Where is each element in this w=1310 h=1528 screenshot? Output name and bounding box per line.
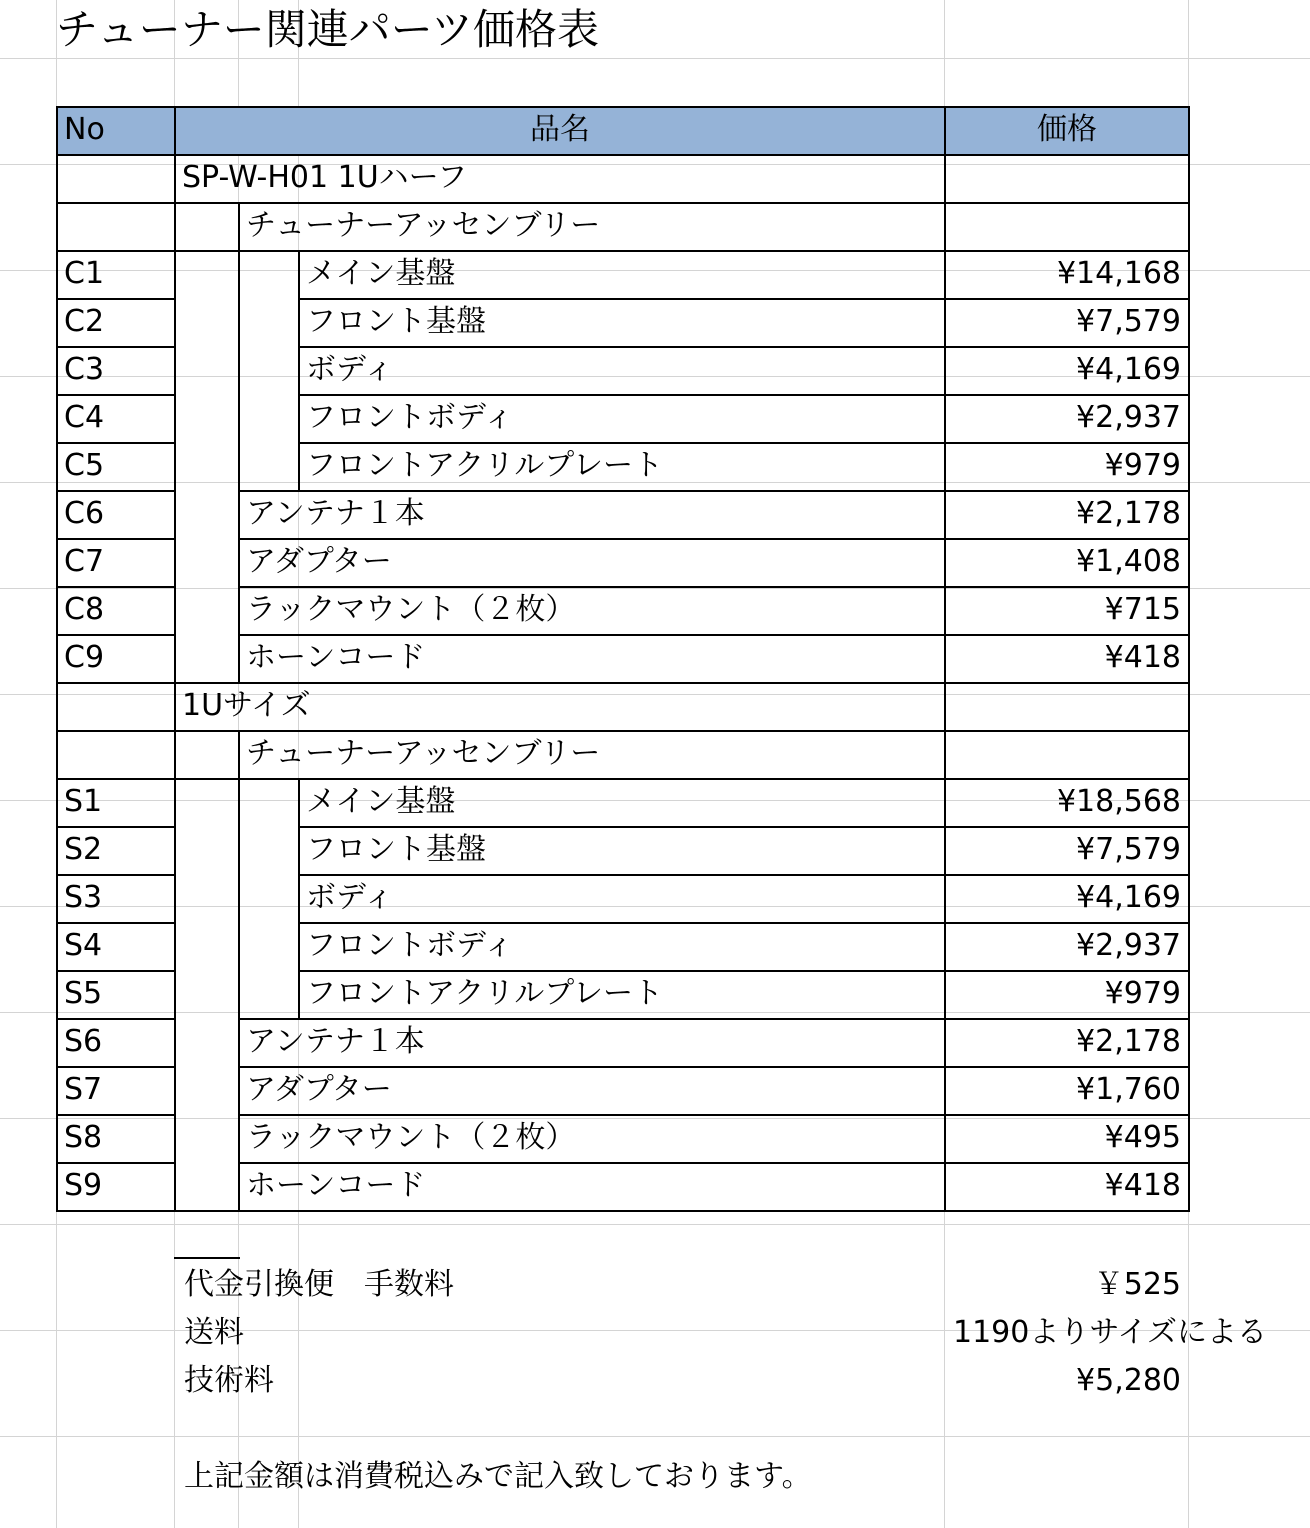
table-border	[56, 250, 1190, 252]
row-no[interactable]: S8	[64, 1120, 103, 1155]
table-border	[56, 586, 176, 588]
table-border	[238, 490, 1190, 492]
shipping-value[interactable]: 1190よりサイズによる	[953, 1315, 1267, 1350]
table-border	[56, 394, 176, 396]
row-name[interactable]: フロントボディ	[306, 928, 514, 963]
row-price[interactable]: ¥4,169	[1076, 880, 1181, 915]
assembly-label[interactable]: チューナーアッセンブリー	[246, 736, 601, 771]
table-border	[298, 298, 1190, 300]
table-border	[1188, 106, 1190, 1212]
technical-fee-value[interactable]: ¥5,280	[1076, 1363, 1181, 1398]
table-border	[56, 202, 1190, 204]
row-no[interactable]: C7	[64, 544, 105, 579]
table-border	[944, 106, 946, 1212]
row-price[interactable]: ¥979	[1104, 448, 1181, 483]
row-no[interactable]: C1	[64, 256, 105, 291]
shipping-label[interactable]: 送料	[184, 1315, 244, 1350]
table-border	[298, 778, 300, 1020]
row-price[interactable]: ¥18,568	[1056, 784, 1181, 819]
row-price[interactable]: ¥2,937	[1076, 400, 1181, 435]
row-name[interactable]: フロント基盤	[306, 304, 486, 339]
row-price[interactable]: ¥2,178	[1076, 496, 1181, 531]
row-price[interactable]: ¥715	[1104, 592, 1181, 627]
table-border	[238, 634, 1190, 636]
table-border	[238, 538, 1190, 540]
row-name[interactable]: フロントアクリルプレート	[306, 976, 663, 1011]
row-no[interactable]: S3	[64, 880, 103, 915]
row-name[interactable]: ボディ	[306, 880, 394, 915]
table-border	[298, 922, 1190, 924]
table-border	[56, 154, 1190, 156]
header-item-name[interactable]: 品名	[175, 107, 945, 155]
row-no[interactable]: S4	[64, 928, 103, 963]
row-no[interactable]: C6	[64, 496, 105, 531]
table-border	[238, 1066, 1190, 1068]
row-price[interactable]: ¥495	[1104, 1120, 1181, 1155]
cod-fee-value[interactable]: ￥525	[1093, 1267, 1181, 1302]
row-name[interactable]: フロントアクリルプレート	[306, 448, 663, 483]
row-name[interactable]: フロント基盤	[306, 832, 486, 867]
table-border	[56, 1066, 176, 1068]
row-name[interactable]: アダプター	[246, 544, 392, 579]
row-no[interactable]: S5	[64, 976, 103, 1011]
table-border	[298, 250, 300, 492]
row-price[interactable]: ¥1,408	[1076, 544, 1181, 579]
table-border	[238, 1114, 1190, 1116]
row-no[interactable]: S6	[64, 1024, 103, 1059]
assembly-label[interactable]: チューナーアッセンブリー	[246, 208, 601, 243]
tax-note: 上記金額は消費税込みで記入致しております。	[184, 1459, 812, 1494]
table-border	[298, 346, 1190, 348]
row-name[interactable]: フロントボディ	[306, 400, 514, 435]
table-border	[238, 1018, 1190, 1020]
row-name[interactable]: アンテナ１本	[246, 1024, 425, 1059]
row-name[interactable]: アンテナ１本	[246, 496, 425, 531]
cod-fee-label[interactable]: 代金引換便 手数料	[184, 1267, 454, 1302]
table-border	[56, 1210, 1190, 1212]
table-border	[56, 538, 176, 540]
row-price[interactable]: ¥14,168	[1056, 256, 1181, 291]
table-border	[298, 970, 1190, 972]
row-no[interactable]: C4	[64, 400, 105, 435]
row-price[interactable]: ¥7,579	[1076, 304, 1181, 339]
row-name[interactable]: メイン基盤	[306, 256, 456, 291]
table-border	[56, 106, 1190, 108]
row-no[interactable]: C5	[64, 448, 105, 483]
table-border	[56, 1114, 176, 1116]
row-no[interactable]: S9	[64, 1168, 103, 1203]
technical-fee-label[interactable]: 技術料	[184, 1363, 274, 1398]
row-no[interactable]: C2	[64, 304, 105, 339]
cell-underline	[174, 1257, 240, 1259]
row-price[interactable]: ¥7,579	[1076, 832, 1181, 867]
header-price[interactable]: 価格	[945, 107, 1189, 155]
row-no[interactable]: S2	[64, 832, 103, 867]
row-name[interactable]: ラックマウント（２枚）	[246, 592, 576, 627]
table-border	[174, 106, 176, 1212]
row-price[interactable]: ¥2,178	[1076, 1024, 1181, 1059]
row-name[interactable]: アダプター	[246, 1072, 392, 1107]
table-border	[56, 922, 176, 924]
group-label[interactable]: 1Uサイズ	[182, 688, 311, 723]
table-border	[56, 634, 176, 636]
table-border	[56, 826, 176, 828]
table-border	[238, 202, 240, 682]
table-border	[56, 682, 1190, 684]
row-price[interactable]: ¥4,169	[1076, 352, 1181, 387]
row-price[interactable]: ¥1,760	[1076, 1072, 1181, 1107]
row-price[interactable]: ¥418	[1104, 640, 1181, 675]
table-border	[56, 346, 176, 348]
row-name[interactable]: メイン基盤	[306, 784, 456, 819]
row-price[interactable]: ¥2,937	[1076, 928, 1181, 963]
row-no[interactable]: C8	[64, 592, 105, 627]
row-no[interactable]: C3	[64, 352, 105, 387]
table-border	[56, 730, 1190, 732]
table-border	[56, 874, 176, 876]
row-no[interactable]: S1	[64, 784, 103, 819]
table-border	[238, 730, 240, 1212]
table-border	[298, 442, 1190, 444]
header-no[interactable]: No	[57, 107, 175, 155]
sheet-title: チューナー関連パーツ価格表	[56, 5, 600, 54]
row-name[interactable]: ラックマウント（２枚）	[246, 1120, 576, 1155]
table-border	[56, 1162, 176, 1164]
table-border	[56, 1018, 176, 1020]
table-border	[298, 874, 1190, 876]
table-border	[238, 586, 1190, 588]
table-border	[238, 1162, 1190, 1164]
row-no[interactable]: S7	[64, 1072, 103, 1107]
table-border	[56, 778, 1190, 780]
table-border	[56, 970, 176, 972]
table-border	[56, 442, 176, 444]
group-label[interactable]: SP-W-H01 1Uハーフ	[182, 160, 468, 195]
table-border	[56, 106, 58, 1212]
row-name[interactable]: ホーンコード	[246, 640, 426, 675]
row-price[interactable]: ¥418	[1104, 1168, 1181, 1203]
row-name[interactable]: ボディ	[306, 352, 394, 387]
table-border	[56, 298, 176, 300]
row-price[interactable]: ¥979	[1104, 976, 1181, 1011]
row-no[interactable]: C9	[64, 640, 105, 675]
table-border	[56, 490, 176, 492]
row-name[interactable]: ホーンコード	[246, 1168, 426, 1203]
table-border	[298, 826, 1190, 828]
table-border	[298, 394, 1190, 396]
